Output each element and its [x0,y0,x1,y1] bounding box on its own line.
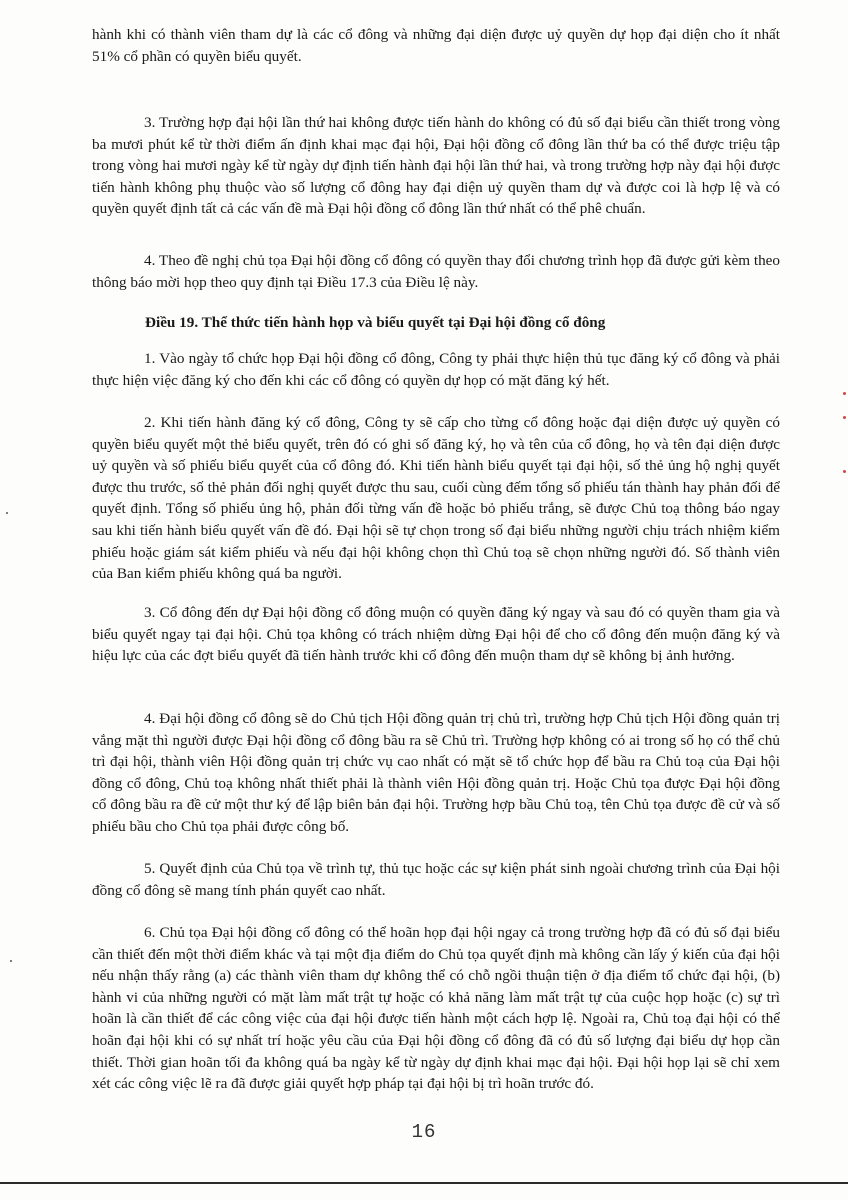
article-19-paragraph-2: 2. Khi tiến hành đăng ký cổ đông, Công ty sẽ cấp cho từng cổ đông hoặc đại diện được uỷ quyền có quyền biểu quyết một thẻ biểu quyết, trên đó có ghi số đăng ký, họ và tên của cổ đông, họ và tên đại diện được uỷ quyền và số phiếu biểu quyết của cổ đông đó. Khi tiến hành biểu quyết tại đại hội, số thẻ ủng hộ nghị quyết được thu trước, số thẻ phản đối nghị quyết được thu sau, cuối cùng đếm tổng số phiếu tán thành hay phản đối để quyết định. Tổng số phiếu ủng hộ, phản đối từng vấn đề hoặc bỏ phiếu trắng, sẽ được Chủ toạ thông báo ngay sau khi tiến hành biểu quyết vấn đề đó. Đại hội sẽ tự chọn trong số đại biểu những người chịu trách nhiệm kiểm phiếu hoặc giám sát kiểm phiếu và nếu đại hội không chọn thì Chủ toạ sẽ chọn những người đó. Số thành viên của Ban kiểm phiếu không quá ba người. [92,414,780,583]
paragraph-4: 4. Theo đề nghị chủ tọa Đại hội đồng cổ đông có quyền thay đổi chương trình họp đã được gửi kèm theo thông báo mời họp theo quy định tại Điều 17.3 của Điều lệ này. [92,252,780,291]
scan-speck [6,512,8,514]
page-number: 16 [411,1121,437,1143]
margin-mark [843,470,846,473]
continuation-paragraph: hành khi có thành viên tham dự là các cổ đông và những đại diện được uỷ quyền dự họp đại diện cho ít nhất 51% cổ phần có quyền biểu quyết. [92,26,780,65]
article-19-paragraph-6: 6. Chủ tọa Đại hội đồng cổ đông có thể hoãn họp đại hội ngay cả trong trường hợp đã có đủ số đại biểu cần thiết đến một thời điểm khác và tại một địa điểm do Chủ tọa quyết định mà không cần lấy ý kiến của đại hội nếu nhận thấy rằng (a) các thành viên tham dự không thể có chỗ ngồi thuận tiện ở địa điểm tổ chức đại hội, (b) hành vi của những người có mặt làm mất trật tự hoặc có khả năng làm mất trật tự của cuộc họp hoặc (c) sự trì hoãn là cần thiết để các công việc của đại hội được tiến hành một cách hợp lệ. Ngoài ra, Chủ toạ đại hội có thể hoãn đại hội khi có sự nhất trí hoặc yêu cầu của Đại hội đồng cổ đông đã có đủ số lượng đại biểu dự họp cần thiết. Thời gian hoãn tối đa không quá ba ngày kể từ ngày dự định khai mạc đại hội. Đại hội họp lại sẽ chỉ xem xét các công việc lẽ ra đã được giải quyết hợp pháp tại đại hội bị trì hoãn trước đó. [92,924,780,1093]
article-19-heading: Điều 19. Thể thức tiến hành họp và biểu quyết tại Đại hội đồng cổ đông [145,314,606,331]
paragraph-3: 3. Trường hợp đại hội lần thứ hai không được tiến hành do không có đủ số đại biểu cần thiết trong vòng ba mươi phút kể từ thời điểm ấn định khai mạc đại hội, Đại hội đồng cổ đông lần thứ ba có thể được triệu tập trong vòng hai mươi ngày kể từ ngày dự định tiến hành đại hội lần thứ hai, và trong trường hợp này đại hội được tiến hành không phụ thuộc vào số lượng cổ đông hay đại diện uỷ quyền tham dự và được coi là hợp lệ và có quyền quyết định tất cả các vấn đề mà Đại hội đồng cổ đông lần thứ nhất có thể phê chuẩn. [92,114,780,218]
bottom-scan-edge [0,1182,848,1184]
article-19-paragraph-5: 5. Quyết định của Chủ tọa về trình tự, thủ tục hoặc các sự kiện phát sinh ngoài chương trình của Đại hội đồng cổ đông sẽ mang tính phán quyết cao nhất. [92,860,780,899]
article-19-paragraph-4: 4. Đại hội đồng cổ đông sẽ do Chủ tịch Hội đồng quản trị chủ trì, trường hợp Chủ tịch Hội đồng quản trị vắng mặt thì người được Đại hội đồng cổ đông bầu ra sẽ Chủ trì. Trường hợp không có ai trong số họ có thể chủ trì đại hội, thành viên Hội đồng quản trị chức vụ cao nhất có mặt sẽ tổ chức họp để bầu ra Chủ toạ của Đại hội đồng cổ đông, Chủ toạ không nhất thiết phải là thành viên Hội đồng quản trị. Hoặc Chủ tọa được Đại hội đồng cổ đông bầu ra đề cử một thư ký để lập biên bản đại hội. Trường hợp bầu Chủ toạ, tên Chủ tọa được đề cử và số phiếu bầu cho Chủ tọa phải được công bố. [92,710,780,835]
article-19-paragraph-3: 3. Cổ đông đến dự Đại hội đồng cổ đông muộn có quyền đăng ký ngay và sau đó có quyền tham gia và biểu quyết ngay tại đại hội. Chủ tọa không có trách nhiệm dừng Đại hội để cho cổ đông đến muộn đăng ký và hiệu lực của các đợt biểu quyết đã tiến hành trước khi cổ đông đến muộn tham dự sẽ không bị ảnh hưởng. [92,604,780,665]
article-19-paragraph-1: 1. Vào ngày tổ chức họp Đại hội đồng cổ đông, Công ty phải thực hiện thủ tục đăng ký cổ đông và phải thực hiện việc đăng ký cho đến khi các cổ đông có quyền dự họp có mặt đăng ký hết. [92,350,780,389]
margin-mark [843,416,846,419]
scan-speck [10,960,12,962]
margin-mark [843,392,846,395]
